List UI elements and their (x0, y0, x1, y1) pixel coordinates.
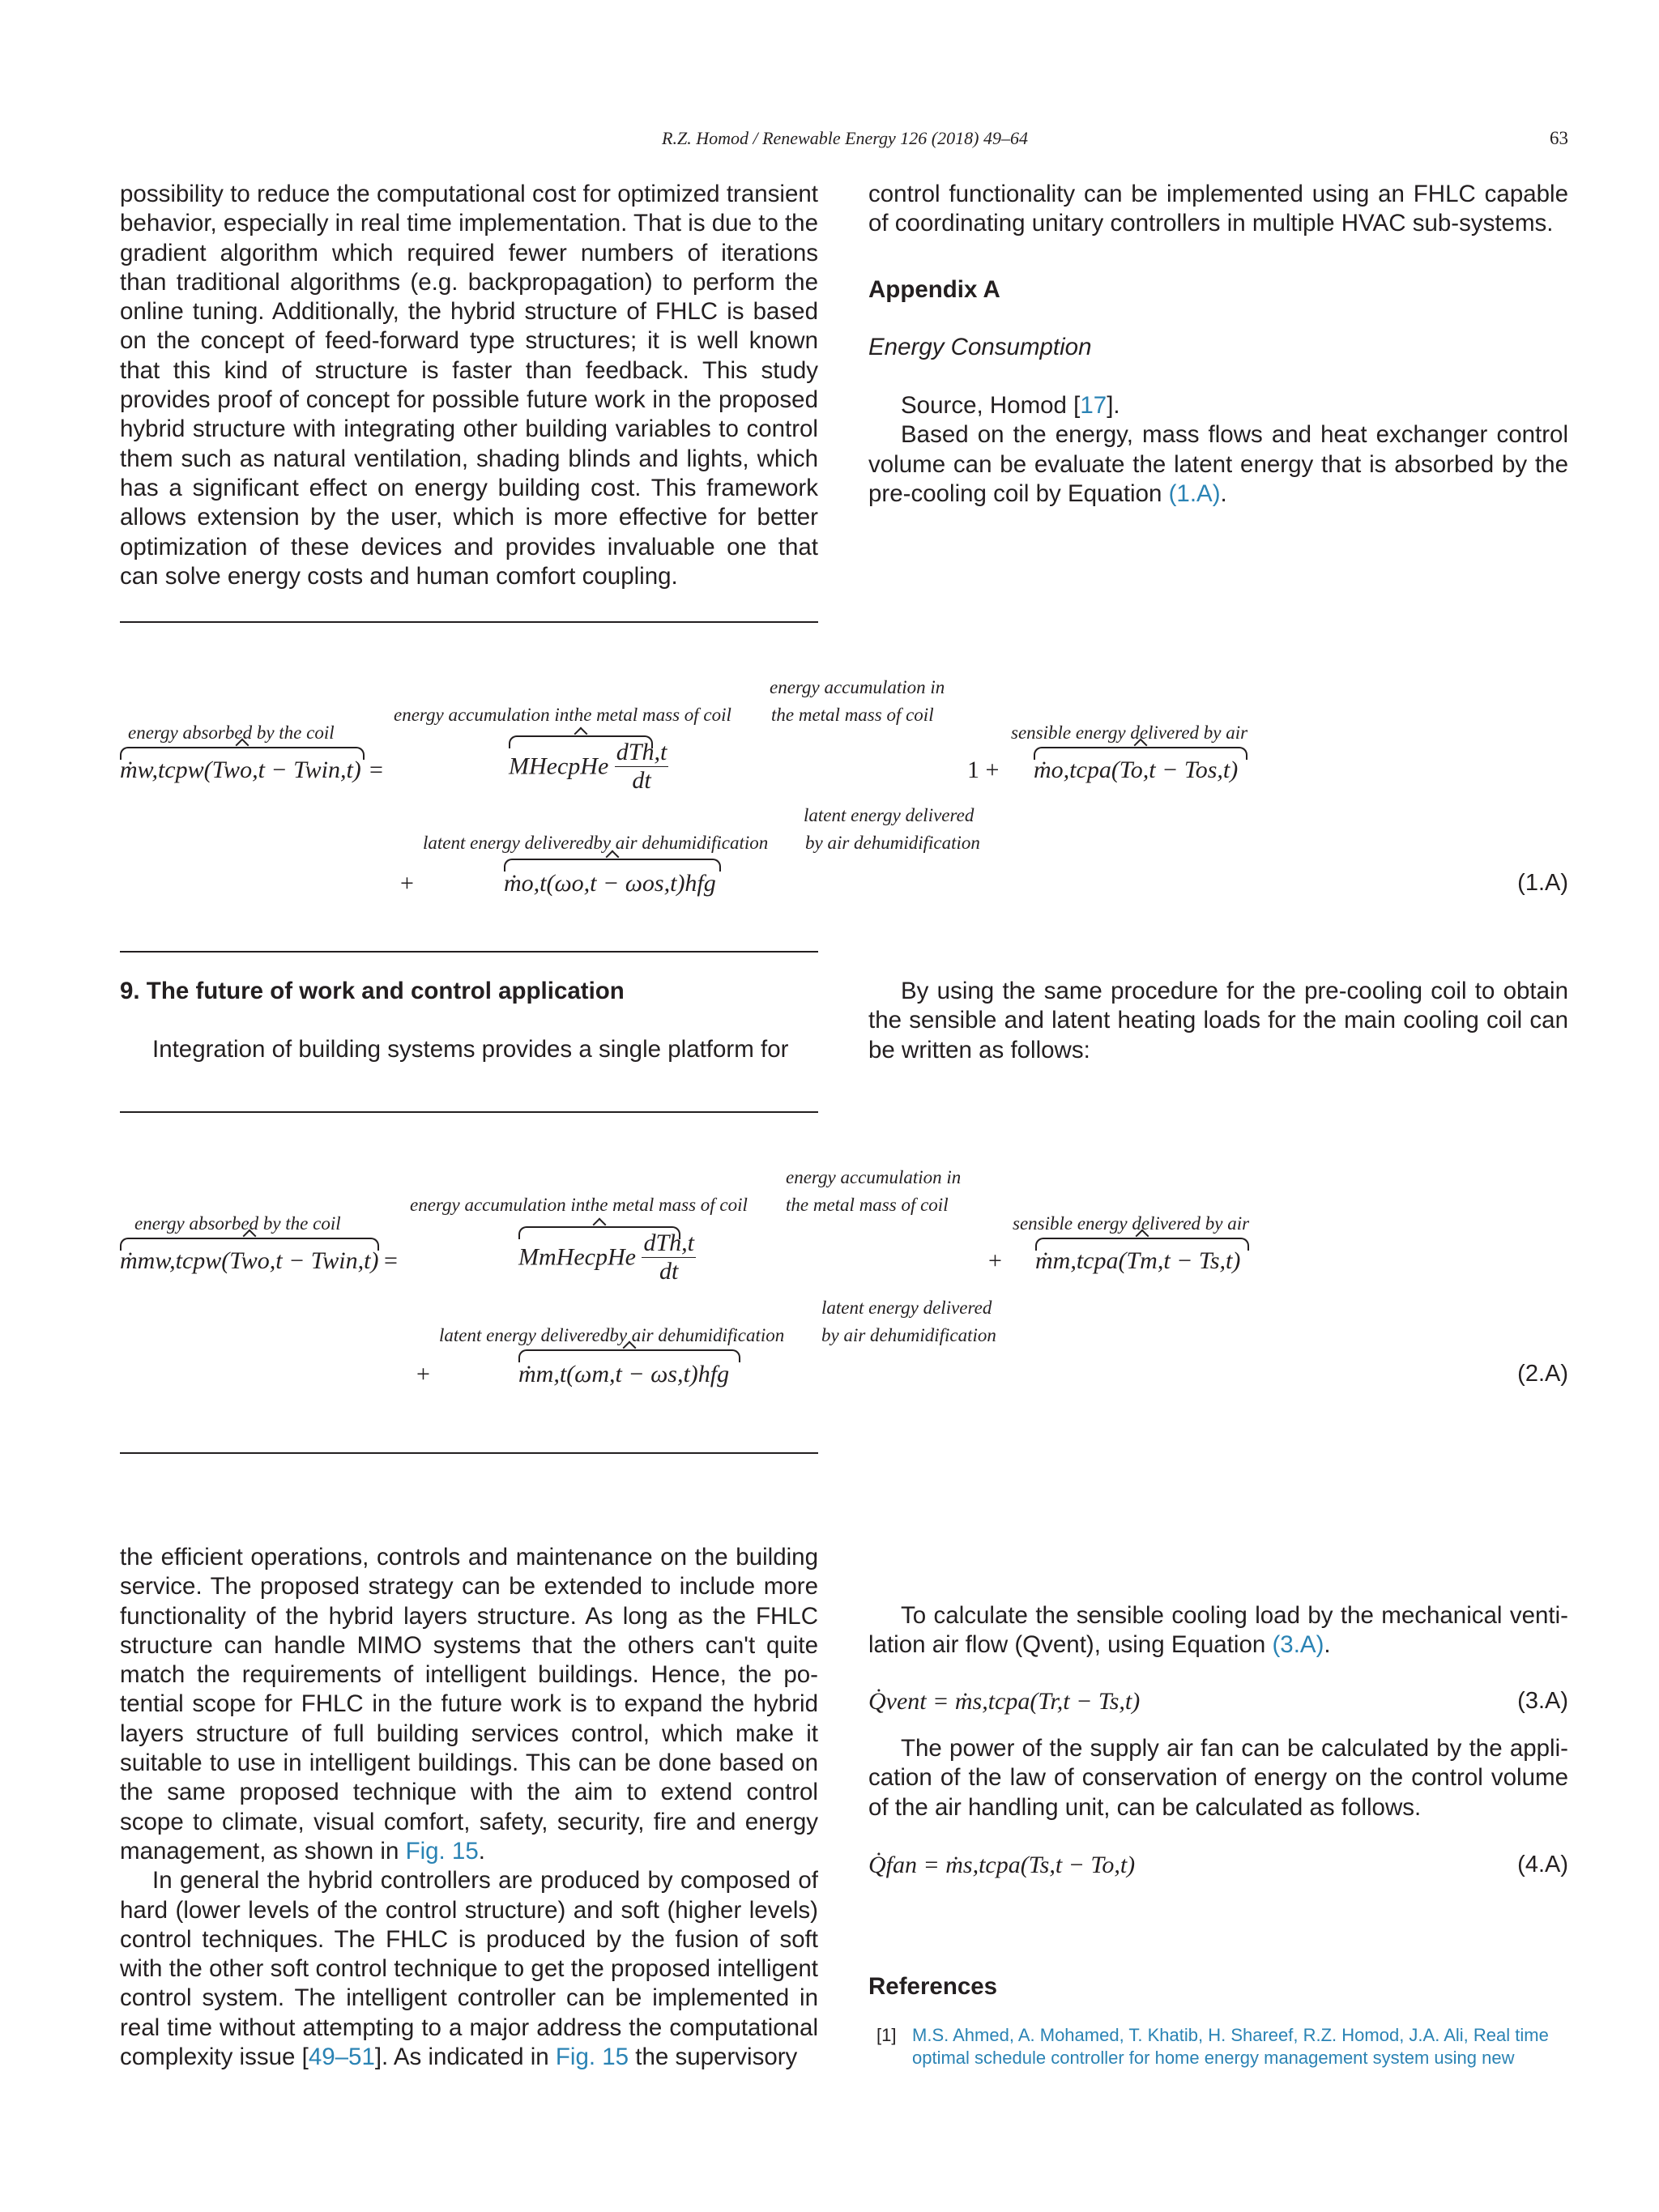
eq2-term-sensible: ṁm,tcpa(Tm,t − Ts,t) (1035, 1247, 1241, 1274)
references-heading: References (868, 1973, 998, 2000)
eq1-label-absorbed: energy absorbed by the coil (128, 722, 335, 743)
eq2-label-accum-bottom: the metal mass of coil (786, 1195, 949, 1215)
eq1-number: (1.A) (1517, 870, 1568, 896)
left-bottom-paragraph-2-mid: ]. As indicated in (374, 2044, 556, 2071)
left-bottom-paragraph-2 (120, 1866, 818, 2072)
eq1-one-plus: 1 + (967, 757, 1000, 783)
reference-list (867, 2024, 1568, 2069)
source-line (868, 391, 1568, 420)
divider (120, 951, 818, 953)
eq1-term-lhs-text: ṁw,tcpw(Two,t − Twin,t) (120, 757, 361, 783)
eq4-number: (4.A) (1517, 1852, 1568, 1877)
right-bottom-paragraph-1-end: . (1324, 1631, 1331, 1659)
divider (120, 1111, 818, 1113)
eq1-label-accum-top: energy accumulation in (770, 677, 945, 697)
running-header (0, 128, 1659, 156)
eq1-accum-text: MHecpHe (509, 752, 609, 780)
eq2-label-latent-top: latent energy delivered (821, 1298, 992, 1318)
eq2-equals: = (384, 1247, 398, 1274)
equation-link[interactable]: (3.A) (1272, 1631, 1324, 1659)
left-top-paragraph: possibility to reduce the computational cost for optimized transient behavior, especially in real time implementation. That is due to the gradient algorithm which required fewer numbers of iterations than traditional algorithms (e.g. backpropagation) to perform the online tuning. Additionally, the hybrid structure of FHLC is based on the concept of feed-forward type structures; it is well known that this kind of structure is faster than feedback. This study provides proof of concept for possible future work in the proposed hybrid structure with integrating other building variables to control them such as natural ventilation, shading blinds and lights, which has a significant effect on energy building cost. This framework allows extension by the user, which is more effective for better optimization of these devices and provides invaluable one that can solve energy costs and human comfort coupling. (120, 181, 818, 590)
equation-4a: Q̇fan = ṁs,tcpa(Ts,t − To,t) (868, 1852, 1136, 1878)
eq1-equals: = (369, 757, 383, 783)
equation-3a: Q̇vent = ṁs,tcpa(Tr,t − Ts,t) (868, 1688, 1141, 1715)
section-9-left (120, 977, 818, 1065)
eq2-number: (2.A) (1517, 1361, 1568, 1387)
eq1-term-lhs (120, 757, 361, 784)
right-column-bottom (868, 1601, 1568, 1660)
right-column-top (868, 180, 1568, 509)
eq1-label-accum-long: energy accumulation inthe metal mass of coil (394, 705, 731, 725)
eq2-plus-latent: + (416, 1361, 430, 1387)
right-bottom-paragraph-1-text: To calculate the sensible cooling load by the mechanical ventilation air flow (Qvent), using Equation (868, 1602, 1568, 1659)
left-bottom-paragraph-1 (120, 1543, 818, 1866)
appendix-paragraph-text: Based on the energy, mass flows and heat exchanger control volume can be evaluate the latent energy that is absorbed by the pre-cooling coil by Equation (868, 421, 1568, 508)
eq2-fraction-denominator: dt (659, 1258, 679, 1285)
eq1-fraction-denominator: dt (632, 767, 651, 794)
left-bottom-paragraph-2-end: the supervisory (629, 2044, 798, 2071)
references-heading-block (868, 1972, 1568, 2001)
section-9-heading: 9. The future of work and control application (120, 978, 625, 1004)
eq2-label-accum-long: energy accumulation inthe metal mass of coil (410, 1195, 748, 1215)
eq1-term-accum (509, 739, 668, 795)
eq2-label-accum-top: energy accumulation in (786, 1167, 962, 1187)
section-9-right-paragraph: By using the same procedure for the pre-cooling coil to obtain the sensible and latent heating loads for the main cooling coil can be written as follows: (868, 978, 1568, 1063)
eq2-label-latent-long: latent energy deliveredby air dehumidification (439, 1325, 785, 1345)
eq3-number: (3.A) (1517, 1688, 1568, 1714)
right-bottom-paragraph-2-block (868, 1734, 1568, 1822)
running-title: R.Z. Homod / Renewable Energy 126 (2018) 49–64 (662, 128, 1028, 148)
divider (120, 1452, 818, 1454)
reference-number: [1] (876, 2025, 897, 2045)
eq2-label-latent-bottom: by air dehumidification (821, 1325, 996, 1345)
eq1-label-latent-bottom: by air dehumidification (805, 833, 980, 853)
reference-link[interactable]: M.S. Ahmed, A. Mohamed, T. Khatib, H. Shareef, R.Z. Homod, J.A. Ali, Real time optimal schedule controller for home energy management system using new (912, 2025, 1549, 2068)
right-top-paragraph: control functionality can be implemented using an FHLC capable of coordinating unitary controllers in multiple HVAC sub-systems. (868, 181, 1568, 237)
page-number: 63 (1550, 128, 1568, 148)
section-9-right (868, 977, 1568, 1065)
appendix-paragraph (868, 420, 1568, 509)
citation-link[interactable]: 17 (1080, 392, 1107, 420)
eq2-label-sensible: sensible energy delivered by air (1013, 1213, 1250, 1234)
source-suffix: ]. (1107, 392, 1120, 420)
right-bottom-paragraph-2: The power of the supply air fan can be calculated by the application of the law of conservation of energy on the control volume of the air handling unit, can be calculated as follows. (868, 1735, 1568, 1821)
eq2-fraction (642, 1230, 696, 1285)
right-bottom-paragraph-1 (868, 1601, 1568, 1660)
eq2-fraction-numerator: dTh,t (643, 1230, 694, 1256)
figure-link[interactable]: Fig. 15 (555, 2044, 629, 2071)
eq1-fraction (615, 739, 669, 795)
section-9-intro: Integration of building systems provides a single platform for (152, 1036, 789, 1063)
eq2-term-lhs: ṁmw,tcpw(Two,t − Twin,t) (120, 1247, 379, 1274)
eq1-label-accum-bottom: the metal mass of coil (771, 705, 934, 725)
citation-link[interactable]: 49–51 (308, 2044, 375, 2071)
eq1-term-sensible: ṁo,tcpa(To,t − Tos,t) (1034, 757, 1239, 783)
divider (120, 621, 818, 623)
eq2-accum-text: MmHecpHe (518, 1243, 636, 1271)
eq1-label-sensible: sensible energy delivered by air (1011, 722, 1248, 743)
source-prefix: Source, Homod [ (901, 392, 1081, 420)
eq2-term-latent: ṁm,t(ωm,t − ωs,t)hfg (518, 1361, 730, 1387)
eq2-plus-sensible: + (988, 1247, 1002, 1274)
eq2-label-absorbed: energy absorbed by the coil (134, 1213, 341, 1234)
left-column-top (120, 180, 818, 591)
eq1-fraction-numerator: dTh,t (616, 739, 667, 765)
appendix-paragraph-end: . (1220, 480, 1227, 508)
eq1-term-latent: ṁo,t(ωo,t − ωos,t)hfg (504, 870, 716, 897)
figure-link[interactable]: Fig. 15 (405, 1837, 479, 1865)
eq1-plus: + (400, 870, 414, 897)
appendix-subheading: Energy Consumption (868, 333, 1092, 360)
equation-link[interactable]: (1.A) (1168, 480, 1221, 508)
appendix-heading: Appendix A (868, 275, 1000, 303)
eq1-label-latent-long: latent energy deliveredby air dehumidification (423, 833, 769, 853)
left-bottom-paragraph-1-text: the efficient operations, controls and maintenance on the building service. The proposed strategy can be extended to include more functionality of the hybrid layers structure. As long as the FHLC structure can handle MIMO systems that the others can't quite match the requirements of intelligent buildings. Hence, the potential scope for FHLC in the future work is to expand the hybrid layers structure of full building services control, which make it suitable to use in intelligent buildings. This can be done based on the same proposed technique with the aim to extend control scope to climate, visual comfort, safety, security, fire and energy management, as shown in (120, 1544, 818, 1865)
left-bottom-paragraph-2-text: In general the hybrid controllers are produced by composed of hard (lower levels of the control structure) and soft (higher levels) control techniques. The FHLC is produced by the fusion of soft with the other soft control technique to get the proposed intelligent control system. The intelligent controller can be implemented in real time without attempting to a major address the computational complexity issue [ (120, 1867, 818, 2071)
left-bottom-paragraph-1-end: . (478, 1837, 485, 1865)
left-column-bottom (120, 1543, 818, 2072)
eq1-label-latent-top: latent energy delivered (804, 805, 975, 825)
eq2-term-accum (518, 1230, 696, 1285)
